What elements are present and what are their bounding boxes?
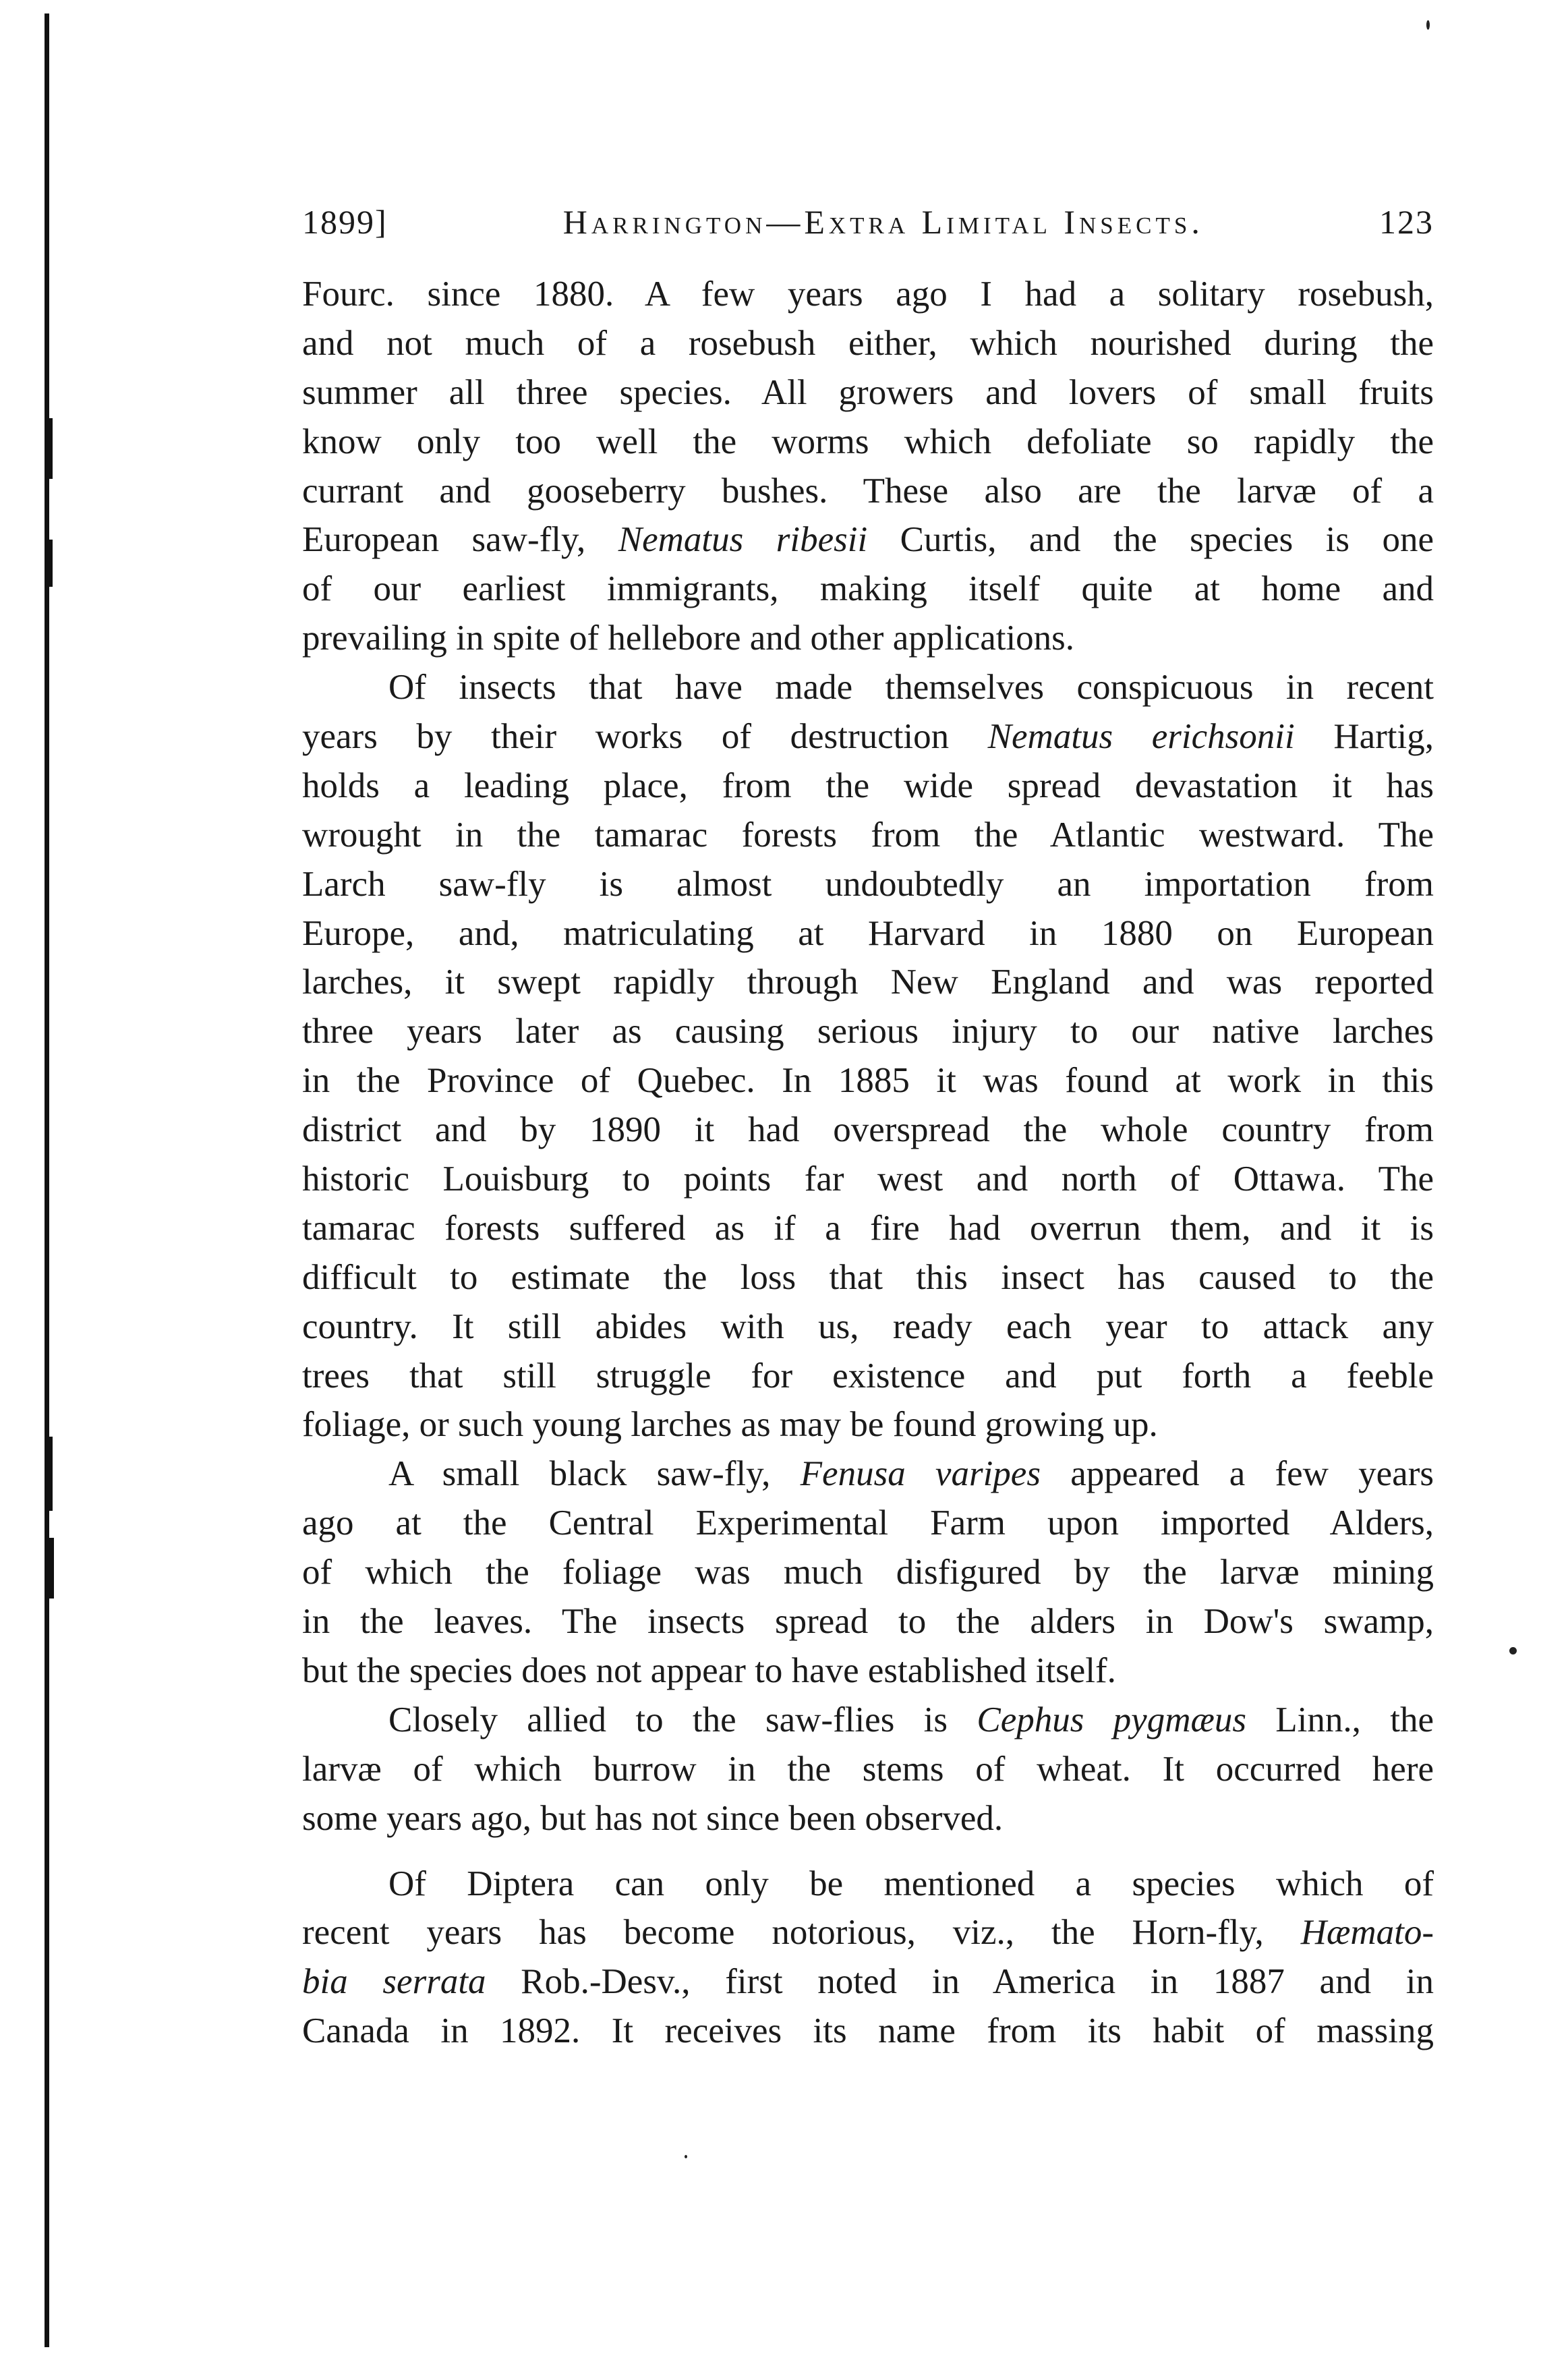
margin-mark (49, 418, 53, 479)
line-text: Of Diptera can only be mentioned a species which of (388, 1864, 1434, 1903)
line-text: three years later as causing serious injury to our native larches (302, 1012, 1434, 1052)
line-text: larvæ of which burrow in the stems of wheat. It occurred here (302, 1749, 1434, 1789)
page-number: 123 (1378, 203, 1434, 241)
line-text: trees that still struggle for existence and put forth a feeble (302, 1356, 1434, 1395)
text-line (302, 418, 1434, 467)
text-line (302, 1155, 1434, 1204)
running-head (302, 202, 1434, 250)
running-head-title: Harrington—Extra Limital Insects. (562, 203, 1204, 241)
text-line (302, 1646, 1434, 1696)
text-line (302, 712, 1434, 761)
line-text: A small black saw-fly, (388, 1454, 801, 1494)
text-line (302, 1745, 1434, 1794)
line-text: wrought in the tamarac forests from the Atlantic westward. The (302, 815, 1434, 855)
body-text (302, 270, 1434, 2056)
text-line (302, 1860, 1434, 1909)
line-text: district and by 1890 it had overspread the whole country from (302, 1110, 1434, 1150)
margin-mark (47, 1538, 54, 1599)
text-line (302, 909, 1434, 958)
scan-speck (1509, 1647, 1517, 1654)
line-text: Curtis, and the species is one (867, 520, 1434, 560)
line-text: and not much of a rosebush either, which nourished during the (302, 323, 1434, 363)
line-text: years by their works of destruction (302, 717, 988, 757)
text-line (302, 515, 1434, 565)
line-text: Of insects that have made themselves conspicuous in recent (388, 668, 1434, 708)
line-text: of our earliest immigrants, making itself quite at home and (302, 569, 1434, 609)
species-name: bia serrata (302, 1962, 486, 2002)
line-text: foliage, or such young larches as may be found growing up. (302, 1405, 1158, 1445)
text-line (302, 1957, 1434, 2007)
line-text: prevailing in spite of hellebore and other applications. (302, 618, 1075, 658)
line-text: larches, it swept rapidly through New England and was reported (302, 962, 1434, 1002)
line-text: summer all three species. All growers and lovers of small fruits (302, 372, 1434, 412)
scan-speck (1426, 20, 1430, 30)
text-line (302, 1696, 1434, 1745)
line-text: historic Louisburg to points far west and north of Ottawa. The (302, 1159, 1434, 1199)
line-text: Rob.-Desv., first noted in America in 1887 and in (486, 1962, 1434, 2002)
margin-mark (47, 540, 53, 587)
text-line (302, 1204, 1434, 1253)
margin-mark (49, 1437, 53, 1511)
line-text: but the species does not appear to have established itself. (302, 1650, 1116, 1690)
text-line (302, 811, 1434, 860)
line-text: country. It still abides with us, ready each year to attack any (302, 1306, 1434, 1346)
line-text: ago at the Central Experimental Farm upon imported Alders, (302, 1503, 1434, 1543)
text-line (302, 860, 1434, 909)
line-text: Hartig, (1294, 717, 1434, 757)
text-line (302, 1056, 1434, 1105)
species-name: Fenusa varipes (800, 1454, 1041, 1494)
species-name: Nematus ribesii (618, 520, 868, 560)
line-text: holds a leading place, from the wide spread devastation it has (302, 766, 1434, 805)
text-line (302, 1105, 1434, 1155)
text-line (302, 1597, 1434, 1646)
line-text: in the Province of Quebec. In 1885 it was found at work in this (302, 1061, 1434, 1101)
text-line (302, 663, 1434, 712)
species-name: Cephus pygmæus (977, 1700, 1246, 1739)
line-text: recent years has become notorious, viz., the Horn-fly, (302, 1913, 1301, 1953)
text-line (302, 614, 1434, 663)
text-line (302, 1253, 1434, 1302)
text-line (302, 565, 1434, 614)
text-line (302, 958, 1434, 1007)
text-line (302, 1908, 1434, 1957)
line-text: Linn., the (1246, 1700, 1434, 1739)
line-text: Canada in 1892. It receives its name from its habit of massing (302, 2011, 1434, 2051)
text-line (302, 1449, 1434, 1499)
text-line (302, 368, 1434, 418)
line-text: Europe, and, matriculating at Harvard in 1880 on European (302, 913, 1434, 953)
line-text: of which the foliage was much disfigured by the larvæ mining (302, 1553, 1434, 1592)
running-head-year: 1899] (302, 203, 388, 241)
line-text: Larch saw-fly is almost undoubtedly an importation from (302, 864, 1434, 904)
text-line (302, 1499, 1434, 1548)
text-line (302, 467, 1434, 516)
line-text: currant and gooseberry bushes. These also are the larvæ of a (302, 471, 1434, 511)
text-line (302, 1007, 1434, 1056)
line-text: in the leaves. The insects spread to the alders in Dow's swamp, (302, 1602, 1434, 1642)
line-text: Fourc. since 1880. A few years ago I had a solitary rosebush, (302, 275, 1434, 314)
species-name: Hæmato- (1300, 1913, 1434, 1953)
line-text: some years ago, but has not since been observed. (302, 1798, 1004, 1838)
text-line (302, 319, 1434, 368)
line-text: tamarac forests suffered as if a fire had overrun them, and it is (302, 1208, 1434, 1248)
scan-speck (685, 2155, 687, 2158)
text-line (302, 1302, 1434, 1352)
text-line (302, 1794, 1434, 1843)
text-line (302, 1548, 1434, 1597)
line-text: know only too well the worms which defoliate so rapidly the (302, 422, 1434, 461)
text-line (302, 761, 1434, 811)
text-line (302, 2007, 1434, 2056)
text-line (302, 1352, 1434, 1401)
scan-edge-bar (45, 13, 49, 2347)
line-text: difficult to estimate the loss that this insect has caused to the (302, 1257, 1434, 1297)
line-text: appeared a few years (1040, 1454, 1434, 1494)
line-text: European saw-fly, (302, 520, 618, 560)
species-name: Nematus erichsonii (987, 717, 1295, 757)
line-text: Closely allied to the saw-flies is (388, 1700, 977, 1739)
text-line (302, 270, 1434, 319)
text-line (302, 1400, 1434, 1449)
